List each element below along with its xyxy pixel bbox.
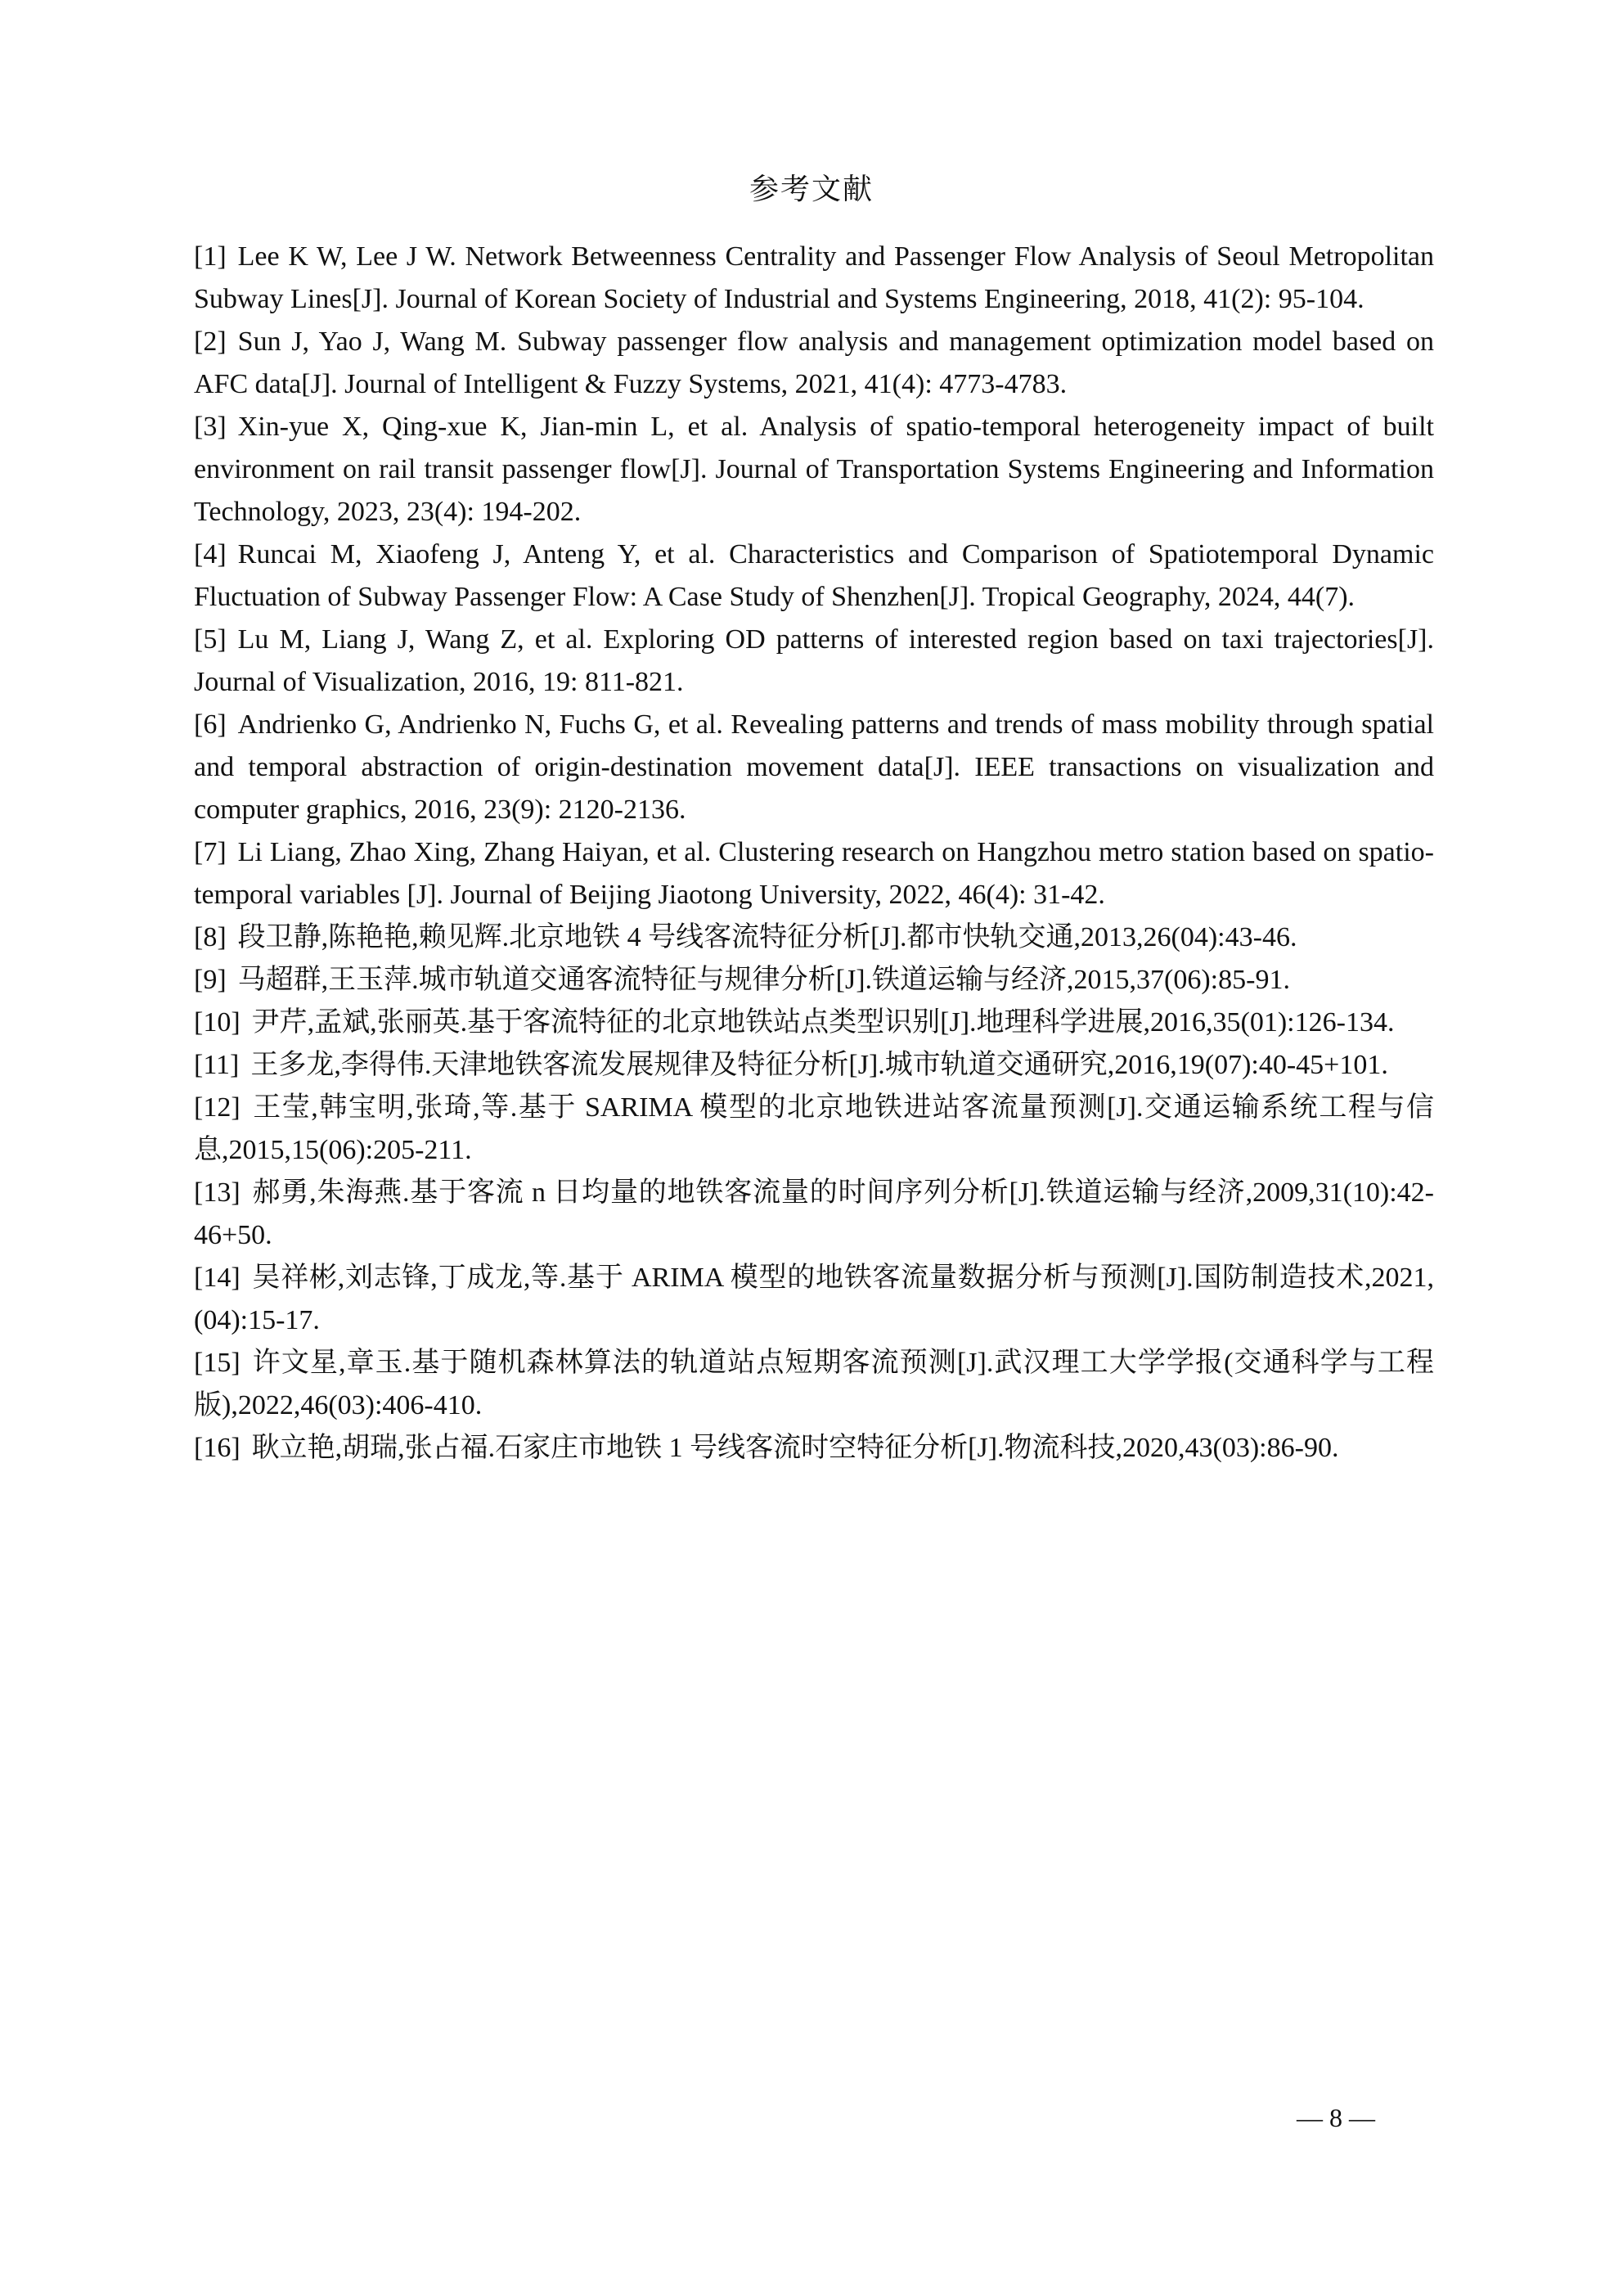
reference-item <box>194 1427 1434 1470</box>
reference-item <box>194 1087 1434 1172</box>
reference-item <box>194 236 1434 321</box>
reference-text: 郝勇,朱海燕.基于客流 n 日均量的地铁客流量的时间序列分析[J].铁道运输与经济,2009,31(10):42-46+50. <box>194 1177 1434 1250</box>
reference-number: [12] <box>194 1092 241 1123</box>
reference-text: 吴祥彬,刘志锋,丁成龙,等.基于 ARIMA 模型的地铁客流量数据分析与预测[J].国防制造技术,2021,(04):15-17. <box>194 1263 1434 1335</box>
reference-text: Lu M, Liang J, Wang Z, et al. Exploring OD patterns of interested region based on taxi trajectories[J]. Journal of Visualization, 2016, 19: 811-821. <box>194 624 1434 697</box>
reference-item <box>194 321 1434 406</box>
reference-item <box>194 1044 1434 1087</box>
reference-item <box>194 1342 1434 1427</box>
reference-number: [1] <box>194 241 227 272</box>
reference-list <box>194 236 1434 1470</box>
reference-number: [11] <box>194 1050 240 1080</box>
reference-item <box>194 1257 1434 1342</box>
reference-text: Li Liang, Zhao Xing, Zhang Haiyan, et al. Clustering research on Hangzhou metro station based on spatio-temporal variables [J]. Journal of Beijing Jiaotong University, 2022, 46(4): 31-42. <box>194 837 1434 910</box>
reference-number: [3] <box>194 412 227 442</box>
reference-number: [14] <box>194 1263 241 1293</box>
reference-number: [8] <box>194 922 227 952</box>
reference-text: Sun J, Yao J, Wang M. Subway passenger flow analysis and management optimization model based on AFC data[J]. Journal of Intelligent & Fuzzy Systems, 2021, 41(4): 4773-4783. <box>194 326 1434 399</box>
reference-item <box>194 533 1434 619</box>
reference-item <box>194 831 1434 916</box>
reference-number: [13] <box>194 1177 241 1208</box>
reference-text: 尹芹,孟斌,张丽英.基于客流特征的北京地铁站点类型识别[J].地理科学进展,2016,35(01):126-134. <box>251 1007 1395 1038</box>
reference-text: 王莹,韩宝明,张琦,等.基于 SARIMA 模型的北京地铁进站客流量预测[J].交通运输系统工程与信息,2015,15(06):205-211. <box>194 1092 1434 1165</box>
reference-text: Xin-yue X, Qing-xue K, Jian-min L, et al. Analysis of spatio-temporal heterogeneity impact of built environment on rail transit passenger flow[J]. Journal of Transportation Systems Engineering and Information Technology, 2023, 23(4): 194-202. <box>194 412 1434 527</box>
reference-text: Lee K W, Lee J W. Network Betweenness Centrality and Passenger Flow Analysis of Seoul Metropolitan Subway Lines[J]. Journal of Korean Society of Industrial and Systems Engineering, 2018, 41(2): 95-104. <box>194 241 1434 314</box>
reference-text: 许文星,章玉.基于随机森林算法的轨道站点短期客流预测[J].武汉理工大学学报(交通科学与工程版),2022,46(03):406-410. <box>194 1348 1434 1420</box>
reference-item <box>194 959 1434 1002</box>
reference-item <box>194 406 1434 533</box>
reference-text: 王多龙,李得伟.天津地铁客流发展规律及特征分析[J].城市轨道交通研究,2016,19(07):40-45+101. <box>250 1050 1388 1080</box>
reference-number: [6] <box>194 709 227 740</box>
reference-item <box>194 619 1434 704</box>
reference-number: [4] <box>194 539 227 569</box>
reference-item <box>194 916 1434 959</box>
reference-item <box>194 704 1434 831</box>
reference-number: [15] <box>194 1348 241 1378</box>
reference-number: [5] <box>194 624 227 655</box>
page-number: — 8 — <box>1297 2103 1375 2132</box>
reference-text: Andrienko G, Andrienko N, Fuchs G, et al. Revealing patterns and trends of mass mobility through spatial and temporal abstraction of origin-destination movement data[J]. IEEE transactions on visualization and computer graphics, 2016, 23(9): 2120-2136. <box>194 709 1434 825</box>
reference-item <box>194 1172 1434 1257</box>
reference-number: [7] <box>194 837 227 867</box>
reference-item <box>194 1002 1434 1044</box>
page-title: 参考文献 <box>749 173 874 206</box>
reference-text: 段卫静,陈艳艳,赖见辉.北京地铁 4 号线客流特征分析[J].都市快轨交通,2013,26(04):43-46. <box>237 922 1297 952</box>
reference-text: 马超群,王玉萍.城市轨道交通客流特征与规律分析[J].铁道运输与经济,2015,37(06):85-91. <box>237 965 1290 995</box>
reference-text: Runcai M, Xiaofeng J, Anteng Y, et al. Characteristics and Comparison of Spatiotemporal Dynamic Fluctuation of Subway Passenger Flow: A Case Study of Shenzhen[J]. Tropical Geography, 2024, 44(7). <box>194 539 1434 612</box>
reference-number: [2] <box>194 326 227 357</box>
reference-number: [9] <box>194 965 227 995</box>
reference-number: [16] <box>194 1433 241 1463</box>
reference-text: 耿立艳,胡瑞,张占福.石家庄市地铁 1 号线客流时空特征分析[J].物流科技,2020,43(03):86-90. <box>251 1433 1339 1463</box>
reference-number: [10] <box>194 1007 241 1038</box>
